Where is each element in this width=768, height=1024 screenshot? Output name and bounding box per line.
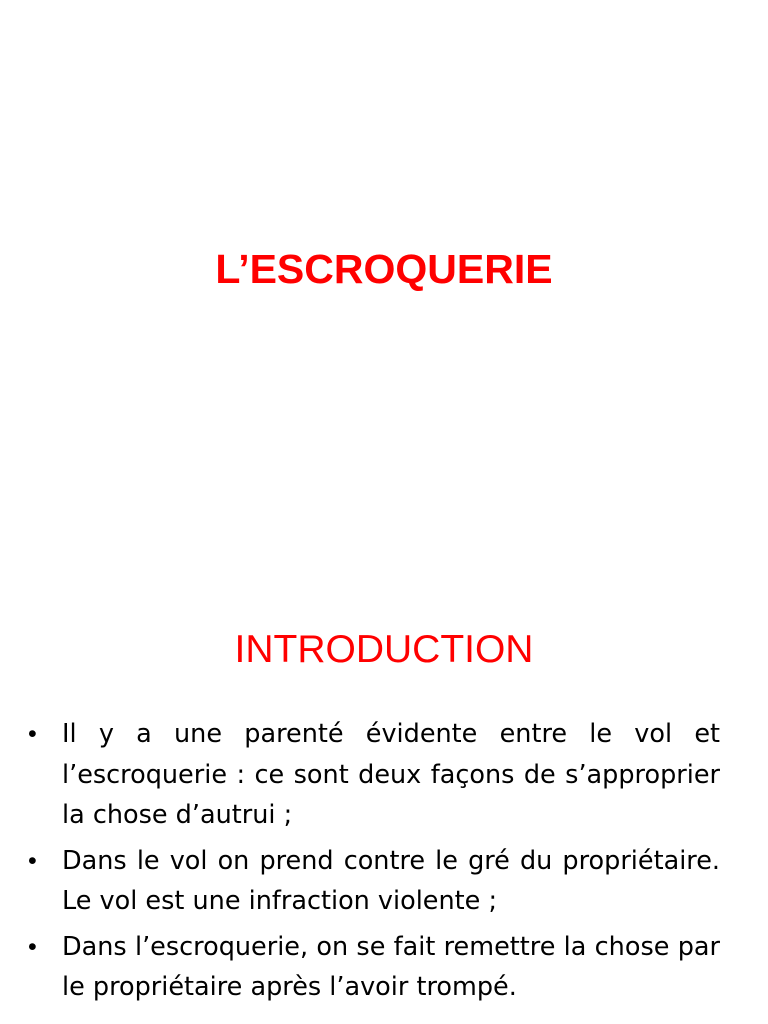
bullet-text: Dans l’escroquerie, on se fait remettre la chose par le propriétaire après l’avoir trompé.: [62, 931, 720, 1002]
bullet-icon: •: [28, 846, 37, 875]
section-heading: INTRODUCTION: [234, 628, 534, 671]
bullet-text: Dans le vol on prend contre le gré du propriétaire. Le vol est une infraction violente ;: [62, 845, 720, 916]
bullet-text: Il y a une parenté évidente entre le vol et l’escroquerie : ce sont deux façons de s’approprier la chose d’autrui ;: [62, 719, 720, 830]
bullet-item: [28, 927, 720, 1008]
bullet-list: [28, 714, 720, 1013]
bullet-item: [28, 714, 720, 836]
bullet-icon: •: [28, 720, 37, 748]
bullet-icon: •: [28, 932, 37, 961]
bullet-item: [28, 841, 720, 922]
slide-title: L’ESCROQUERIE: [215, 246, 553, 292]
